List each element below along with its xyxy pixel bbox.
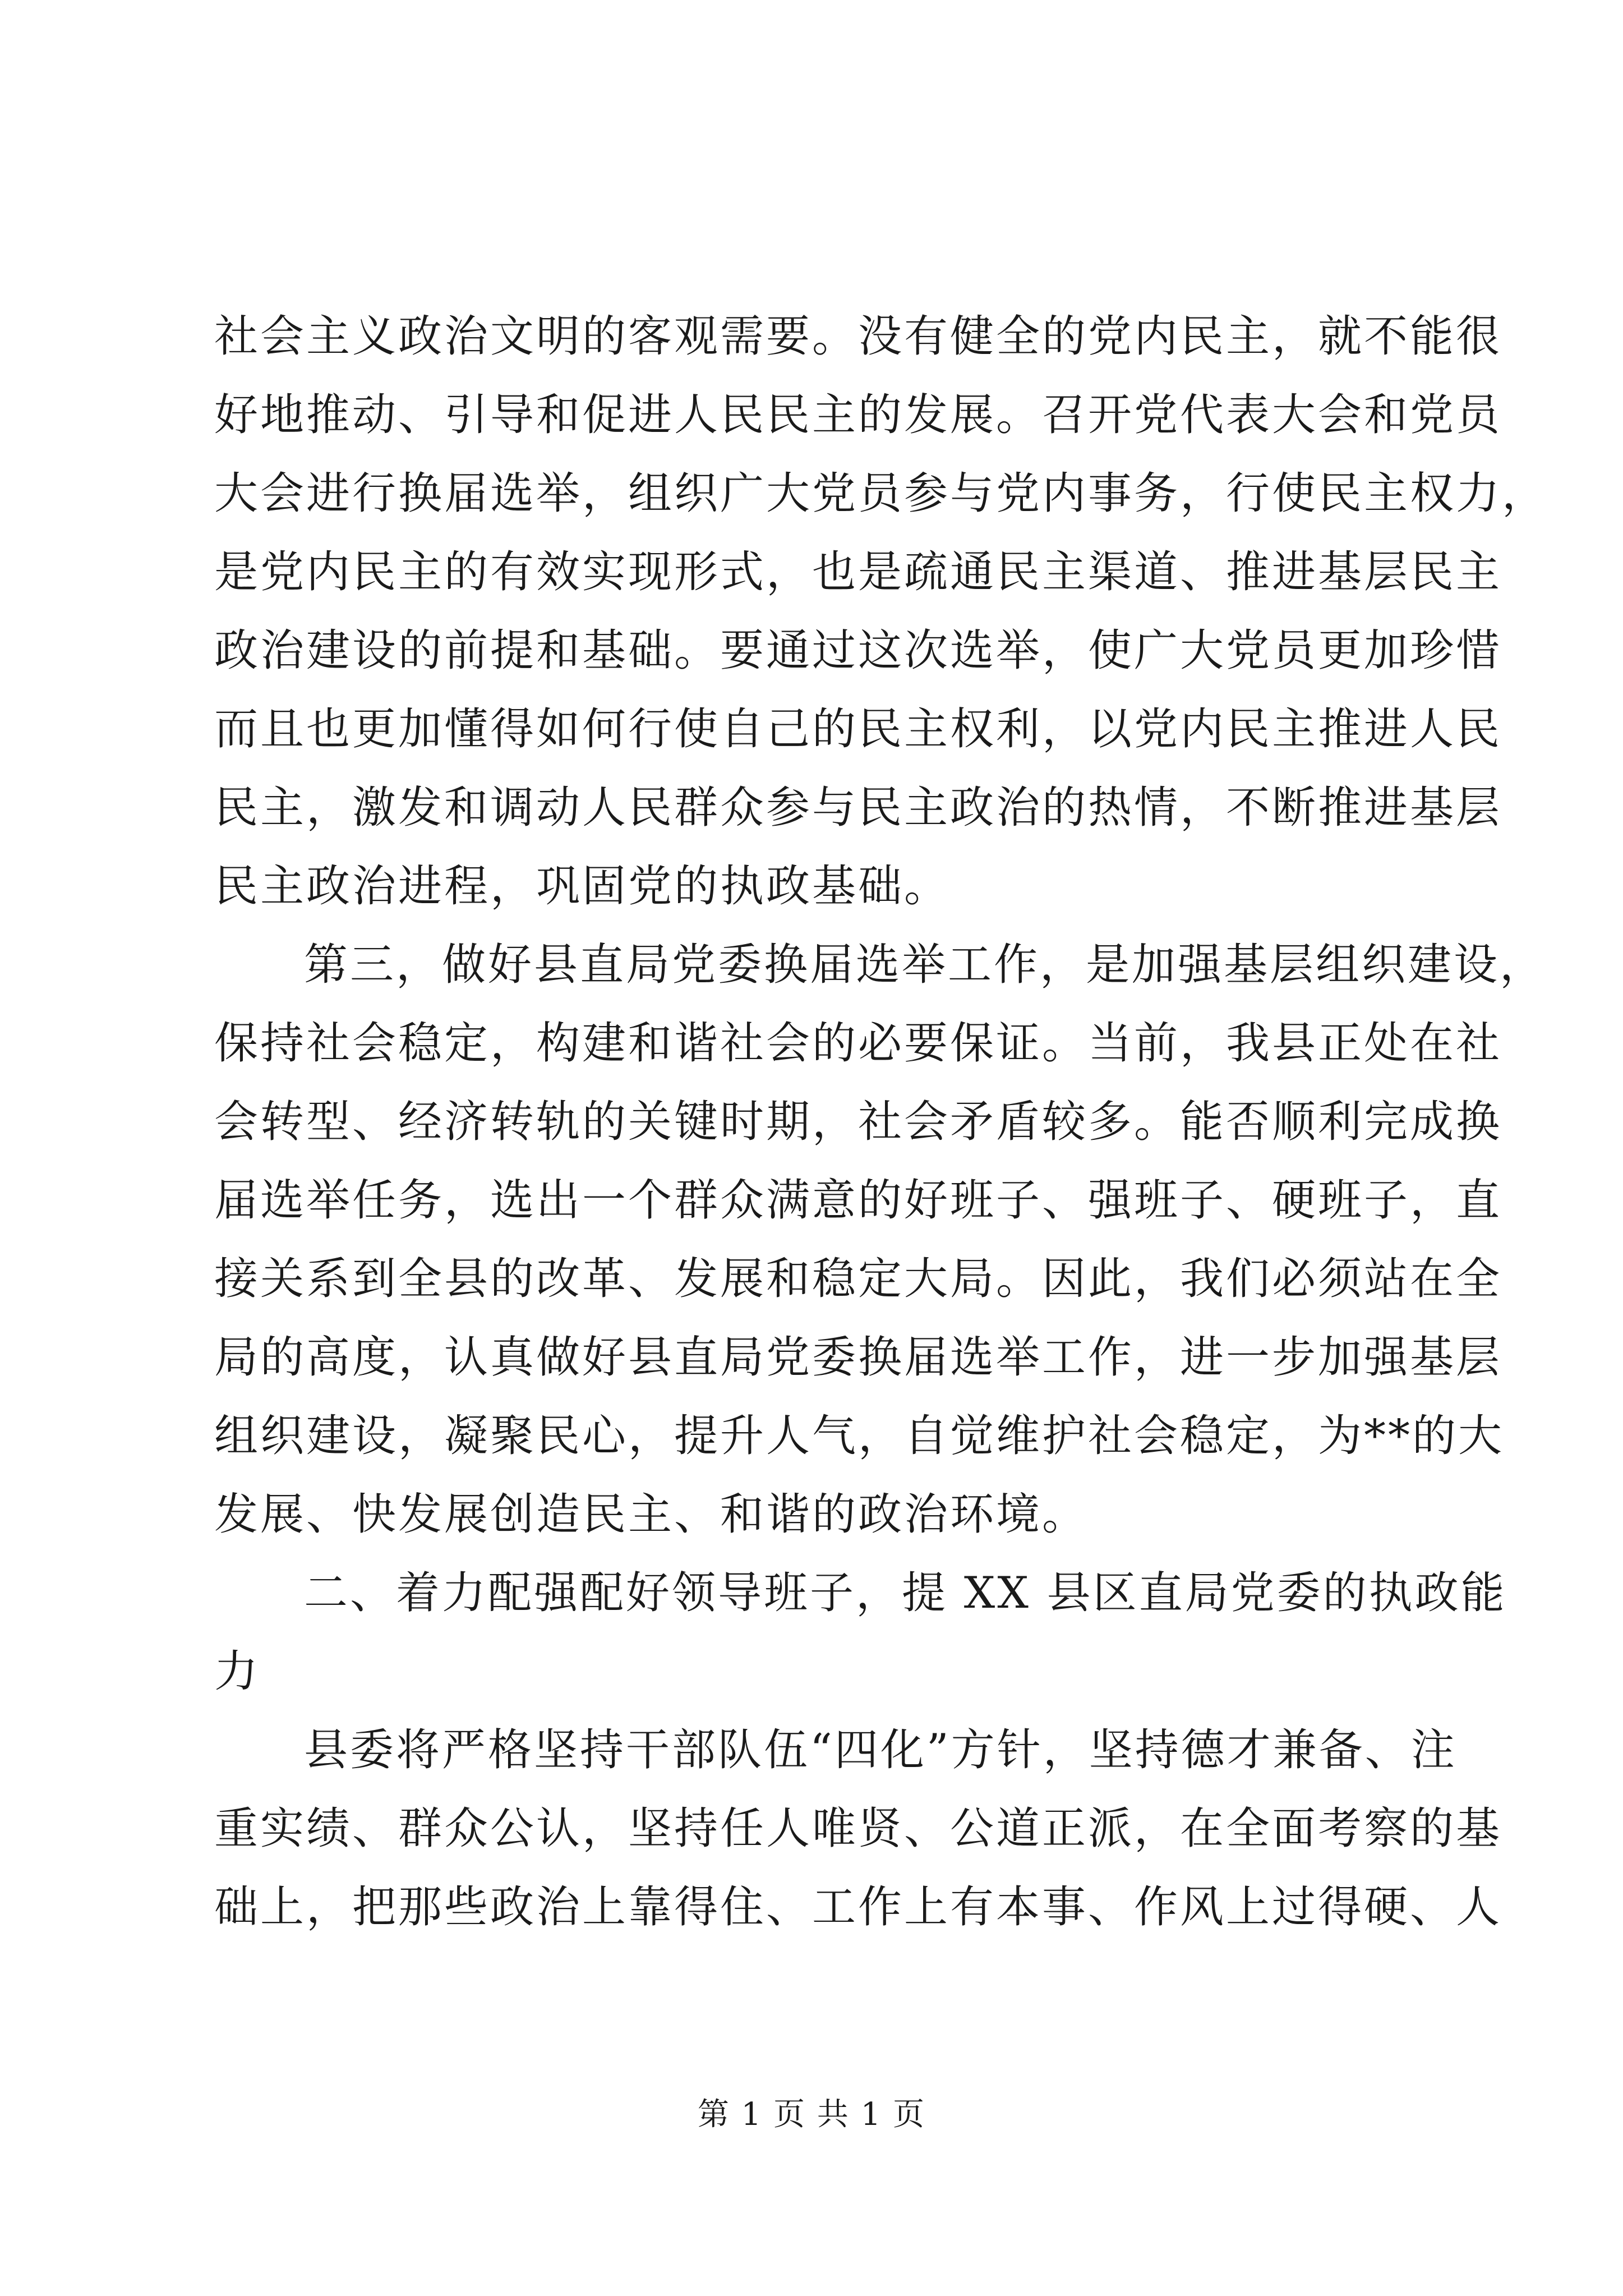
text-line: 发展、快发展创造民主、和谐的政治环境。 <box>214 1489 1089 1540</box>
page-footer: 第 1 页 共 1 页 <box>697 2096 926 2133</box>
text-line: 重实绩、群众公认，坚持任人唯贤、公道正派，在全面考察的基 <box>214 1803 1502 1854</box>
text-line: 组织建设，凝聚民心，提升人气，自觉维护社会稳定，为**的大 <box>214 1411 1505 1461</box>
paragraph-first-line: 县委将严格坚持干部队伍“四化”方针，坚持德才兼备、注 <box>304 1725 1457 1775</box>
text-line: 是党内民主的有效实现形式，也是疏通民主渠道、推进基层民主 <box>214 547 1502 597</box>
text-line: 保持社会稳定，构建和谐社会的必要保证。当前，我县正处在社 <box>214 1018 1502 1069</box>
document-body <box>214 297 1548 1947</box>
text-line: 民主政治进程，巩固党的执政基础。 <box>214 861 951 912</box>
text-line: 社会主义政治文明的客观需要。没有健全的党内民主，就不能很 <box>214 311 1502 362</box>
text-line: 接关系到全县的改革、发展和稳定大局。因此，我们必须站在全 <box>214 1254 1502 1304</box>
text-line: 局的高度，认真做好县直局党委换届选举工作，进一步加强基层 <box>214 1332 1502 1383</box>
text-line: 民主，激发和调动人民群众参与民主政治的热情，不断推进基层 <box>214 783 1502 833</box>
paragraph-first-line: 第三，做好县直局党委换届选举工作，是加强基层组织建设， <box>304 940 1546 990</box>
text-line: 大会进行换届选举，组织广大党员参与党内事务，行使民主权力， <box>214 468 1548 519</box>
text-line: 好地推动、引导和促进人民民主的发展。召开党代表大会和党员 <box>214 390 1502 440</box>
section-heading: 二、着力配强配好领导班子，提 XX 县区直局党委的执政能 <box>304 1568 1507 1618</box>
section-heading-continuation: 力 <box>214 1646 261 1697</box>
text-line: 而且也更加懂得如何行使自己的民主权利，以党内民主推进人民 <box>214 704 1502 754</box>
text-line: 会转型、经济转轨的关键时期，社会矛盾较多。能否顺利完成换 <box>214 1097 1502 1147</box>
text-line: 届选举任务，选出一个群众满意的好班子、强班子、硬班子，直 <box>214 1175 1502 1226</box>
text-line: 政治建设的前提和基础。要通过这次选举，使广大党员更加珍惜 <box>214 625 1502 676</box>
text-line: 础上，把那些政治上靠得住、工作上有本事、作风上过得硬、人 <box>214 1882 1502 1932</box>
